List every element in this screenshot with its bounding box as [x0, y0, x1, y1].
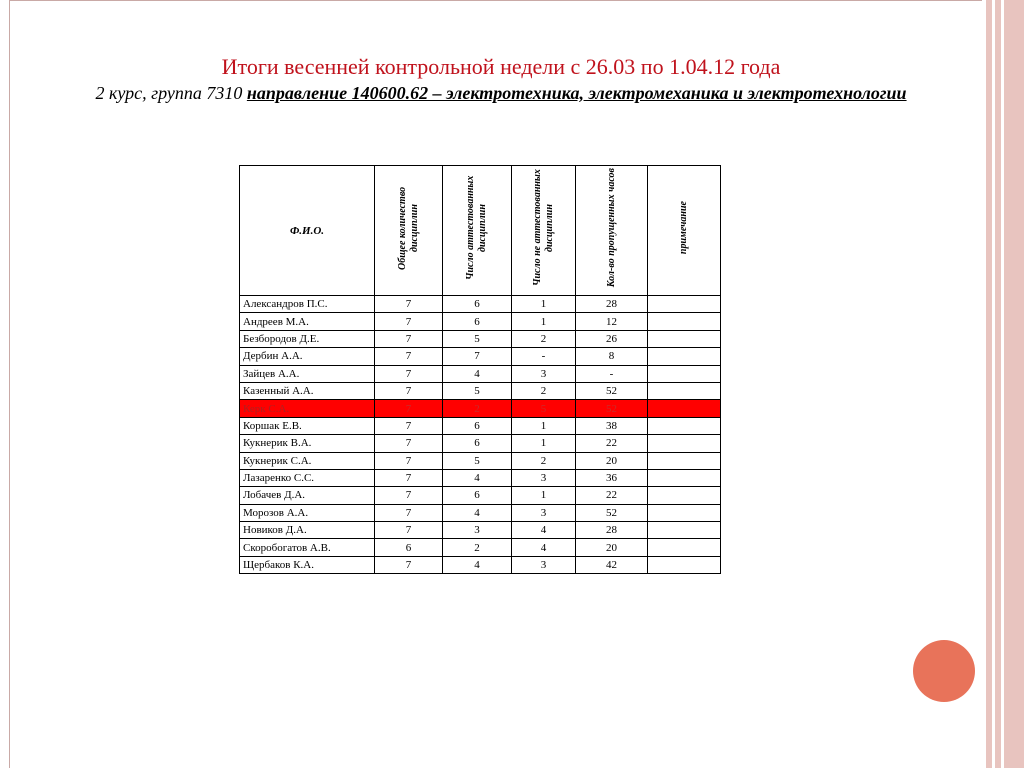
cell-total: 7 [375, 504, 443, 521]
cell-total: 7 [375, 330, 443, 347]
header-missed-hours: Кол-во пропущенных часов [576, 166, 648, 296]
cell-missed-hours: 52 [576, 504, 648, 521]
cell-attested: 2 [443, 400, 512, 417]
cell-name: Андреев М.А. [240, 313, 375, 330]
subtitle-group: 2 курс, группа 7310 [95, 83, 247, 103]
table-row [240, 504, 721, 521]
cell-total: 7 [375, 452, 443, 469]
cell-missed-hours: 20 [576, 452, 648, 469]
cell-missed-hours: 22 [576, 435, 648, 452]
slide-frame-top [9, 0, 991, 1]
cell-missed-hours: - [576, 365, 648, 382]
cell-attested: 6 [443, 487, 512, 504]
cell-total: 7 [375, 522, 443, 539]
cell-note [648, 296, 721, 313]
cell-name: Дербин А.А. [240, 348, 375, 365]
cell-name: Новиков Д.А. [240, 522, 375, 539]
cell-note [648, 539, 721, 556]
cell-name: Казенный А.А. [240, 382, 375, 399]
cell-attested: 6 [443, 313, 512, 330]
cell-note [648, 417, 721, 434]
cell-missed-hours: 20 [576, 539, 648, 556]
cell-not-attested: 1 [512, 435, 576, 452]
table-row [240, 435, 721, 452]
cell-not-attested: 1 [512, 296, 576, 313]
cell-attested: 2 [443, 539, 512, 556]
cell-attested: 4 [443, 365, 512, 382]
cell-name: Лобачев Д.А. [240, 487, 375, 504]
cell-missed-hours: 28 [576, 522, 648, 539]
table-row [240, 556, 721, 573]
cell-name: Керк С.А. [240, 400, 375, 417]
cell-missed-hours: 42 [576, 556, 648, 573]
cell-not-attested: 1 [512, 417, 576, 434]
cell-name: Лазаренко С.С. [240, 469, 375, 486]
slide-subtitle [0, 83, 1002, 104]
cell-attested: 5 [443, 382, 512, 399]
cell-total: 7 [375, 435, 443, 452]
header-not-attested: Число не аттестованных дисциплин [512, 166, 576, 296]
decorative-circle [913, 640, 975, 702]
cell-not-attested: 3 [512, 469, 576, 486]
cell-note [648, 487, 721, 504]
table-header-row [240, 166, 721, 296]
cell-note [648, 452, 721, 469]
header-total: Общее количество дисциплин [375, 166, 443, 296]
cell-total: 7 [375, 556, 443, 573]
cell-not-attested: 3 [512, 504, 576, 521]
cell-note [648, 435, 721, 452]
cell-attested: 3 [443, 522, 512, 539]
cell-name: Александров П.С. [240, 296, 375, 313]
table-body [240, 296, 721, 574]
cell-not-attested: 4 [512, 522, 576, 539]
cell-attested: 7 [443, 348, 512, 365]
cell-total: 6 [375, 539, 443, 556]
cell-attested: 5 [443, 330, 512, 347]
table-row [240, 365, 721, 382]
cell-name: Морозов А.А. [240, 504, 375, 521]
cell-attested: 6 [443, 435, 512, 452]
table-row [240, 417, 721, 434]
table-row [240, 469, 721, 486]
cell-attested: 4 [443, 556, 512, 573]
cell-missed-hours: 12 [576, 313, 648, 330]
cell-not-attested: - [512, 348, 576, 365]
table-row [240, 382, 721, 399]
table-row [240, 487, 721, 504]
cell-note [648, 556, 721, 573]
cell-total: 7 [375, 487, 443, 504]
cell-note [648, 400, 721, 417]
header-name: Ф.И.О. [240, 166, 375, 296]
subtitle-direction: направление 140600.62 – электротехника, электромеханика и электротехнологии [246, 83, 907, 103]
cell-name: Кукнерик В.А. [240, 435, 375, 452]
cell-not-attested: 3 [512, 556, 576, 573]
table-row [240, 539, 721, 556]
cell-attested: 4 [443, 469, 512, 486]
table-row [240, 296, 721, 313]
cell-note [648, 348, 721, 365]
cell-missed-hours: 22 [576, 487, 648, 504]
slide-frame-left [9, 0, 10, 768]
table-row [240, 452, 721, 469]
cell-total: 7 [375, 296, 443, 313]
cell-total: 7 [375, 382, 443, 399]
cell-note [648, 382, 721, 399]
cell-name: Безбородов Д.Е. [240, 330, 375, 347]
cell-name: Щербаков К.А. [240, 556, 375, 573]
header-attested: Число аттестованных дисциплин [443, 166, 512, 296]
cell-attested: 4 [443, 504, 512, 521]
slide-title: Итоги весенней контрольной недели с 26.03 по 1.04.12 года [221, 54, 781, 79]
cell-name: Кукнерик С.А. [240, 452, 375, 469]
results-table [239, 165, 721, 574]
cell-not-attested: 2 [512, 382, 576, 399]
cell-missed-hours: 38 [576, 417, 648, 434]
cell-name: Зайцев А.А. [240, 365, 375, 382]
cell-missed-hours: 26 [576, 330, 648, 347]
cell-note [648, 504, 721, 521]
cell-name: Коршак Е.В. [240, 417, 375, 434]
cell-name: Скоробогатов А.В. [240, 539, 375, 556]
cell-note [648, 365, 721, 382]
cell-not-attested: 5 [512, 400, 576, 417]
cell-missed-hours: 8 [576, 348, 648, 365]
table-row [240, 400, 721, 417]
cell-missed-hours: 36 [576, 469, 648, 486]
cell-not-attested: 1 [512, 313, 576, 330]
cell-total: 7 [375, 348, 443, 365]
cell-not-attested: 1 [512, 487, 576, 504]
header-note: примечание [648, 166, 721, 296]
cell-not-attested: 3 [512, 365, 576, 382]
cell-total: 7 [375, 313, 443, 330]
cell-note [648, 469, 721, 486]
cell-not-attested: 4 [512, 539, 576, 556]
cell-total: 7 [375, 365, 443, 382]
decorative-stripes [982, 0, 1024, 768]
cell-missed-hours: 28 [576, 296, 648, 313]
cell-total: 7 [375, 417, 443, 434]
cell-total: 7 [375, 400, 443, 417]
cell-note [648, 330, 721, 347]
cell-attested: 6 [443, 417, 512, 434]
cell-attested: 5 [443, 452, 512, 469]
table-row [240, 313, 721, 330]
cell-not-attested: 2 [512, 452, 576, 469]
cell-note [648, 522, 721, 539]
table-row [240, 348, 721, 365]
cell-missed-hours: 52 [576, 400, 648, 417]
table-row [240, 522, 721, 539]
cell-missed-hours: 52 [576, 382, 648, 399]
table-row [240, 330, 721, 347]
cell-not-attested: 2 [512, 330, 576, 347]
cell-note [648, 313, 721, 330]
cell-attested: 6 [443, 296, 512, 313]
cell-total: 7 [375, 469, 443, 486]
